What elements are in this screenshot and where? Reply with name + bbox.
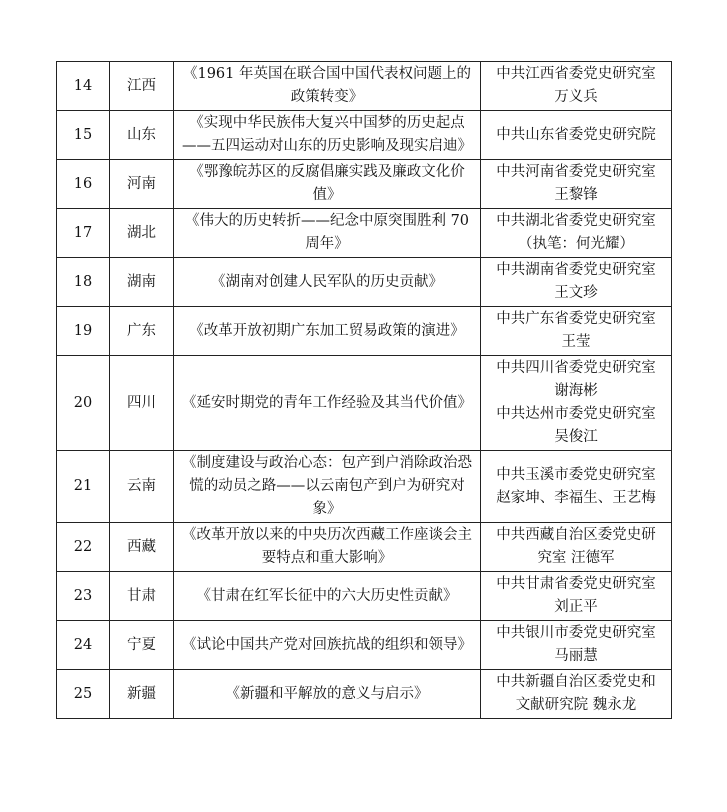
paper-title-cell: 《延安时期党的青年工作经验及其当代价值》 xyxy=(174,356,481,451)
author-line: 中共山东省委党史研究院 xyxy=(496,126,656,143)
paper-title-cell: 《制度建设与政治心态：包产到户消除政治恐慌的动员之路——以云南包产到户为研究对象》 xyxy=(174,451,481,523)
table-row xyxy=(57,451,672,523)
paper-title-cell: 《1961 年英国在联合国中国代表权问题上的政策转变》 xyxy=(174,62,481,111)
row-number: 25 xyxy=(57,670,110,719)
author-cell xyxy=(481,111,672,160)
table-row xyxy=(57,621,672,670)
paper-title-cell: 《试论中国共产党对回族抗战的组织和领导》 xyxy=(174,621,481,670)
province-cell: 宁夏 xyxy=(110,621,174,670)
row-number: 23 xyxy=(57,572,110,621)
paper-title-cell: 《改革开放以来的中央历次西藏工作座谈会主要特点和重大影响》 xyxy=(174,523,481,572)
table-row xyxy=(57,209,672,258)
author-cell xyxy=(481,572,672,621)
province-cell: 山东 xyxy=(110,111,174,160)
paper-title-cell: 《伟大的历史转折——纪念中原突围胜利 70 周年》 xyxy=(174,209,481,258)
author-line: 中共新疆自治区委党史和文献研究院 魏永龙 xyxy=(496,674,656,713)
province-cell: 云南 xyxy=(110,451,174,523)
author-cell xyxy=(481,160,672,209)
paper-title-cell: 《改革开放初期广东加工贸易政策的演进》 xyxy=(174,307,481,356)
author-cell xyxy=(481,670,672,719)
author-line: 中共玉溪市委党史研究室 赵家坤、李福生、王艺梅 xyxy=(496,466,656,506)
province-cell: 甘肃 xyxy=(110,572,174,621)
author-cell xyxy=(481,307,672,356)
author-line: 中共广东省委党史研究室 王莹 xyxy=(496,311,656,350)
table-row xyxy=(57,670,672,719)
author-cell xyxy=(481,62,672,111)
table-body xyxy=(57,62,672,719)
province-cell: 湖北 xyxy=(110,209,174,258)
row-number: 15 xyxy=(57,111,110,160)
table-row xyxy=(57,160,672,209)
author-line: 中共甘肃省委党史研究室 刘正平 xyxy=(496,576,656,615)
table-row xyxy=(57,258,672,307)
author-line: 中共河南省委党史研究室 王黎锋 xyxy=(496,164,656,203)
table-row xyxy=(57,62,672,111)
table-row xyxy=(57,572,672,621)
table-row xyxy=(57,111,672,160)
author-cell xyxy=(481,621,672,670)
author-line: 中共银川市委党史研究室 马丽慧 xyxy=(496,625,656,664)
author-cell xyxy=(481,258,672,307)
author-line: 中共湖南省委党史研究室 王文珍 xyxy=(496,262,656,301)
author-line: 中共达州市委党史研究室 吴俊江 xyxy=(496,406,656,445)
paper-title-cell: 《湖南对创建人民军队的历史贡献》 xyxy=(174,258,481,307)
province-cell: 广东 xyxy=(110,307,174,356)
paper-title-cell: 《实现中华民族伟大复兴中国梦的历史起点——五四运动对山东的历史影响及现实启迪》 xyxy=(174,111,481,160)
author-cell xyxy=(481,451,672,523)
row-number: 21 xyxy=(57,451,110,523)
paper-title-cell: 《新疆和平解放的意义与启示》 xyxy=(174,670,481,719)
province-cell: 河南 xyxy=(110,160,174,209)
row-number: 19 xyxy=(57,307,110,356)
row-number: 14 xyxy=(57,62,110,111)
table-row xyxy=(57,356,672,451)
author-cell xyxy=(481,356,672,451)
paper-title-cell: 《鄂豫皖苏区的反腐倡廉实践及廉政文化价值》 xyxy=(174,160,481,209)
province-cell: 湖南 xyxy=(110,258,174,307)
author-line: 中共江西省委党史研究室 万义兵 xyxy=(496,66,656,105)
row-number: 17 xyxy=(57,209,110,258)
row-number: 16 xyxy=(57,160,110,209)
author-line: 中共四川省委党史研究室 谢海彬 xyxy=(496,360,656,399)
row-number: 20 xyxy=(57,356,110,451)
province-cell: 新疆 xyxy=(110,670,174,719)
row-number: 24 xyxy=(57,621,110,670)
author-cell xyxy=(481,209,672,258)
table-row xyxy=(57,307,672,356)
row-number: 18 xyxy=(57,258,110,307)
author-cell xyxy=(481,523,672,572)
award-table xyxy=(56,61,672,719)
province-cell: 四川 xyxy=(110,356,174,451)
author-line: 中共湖北省委党史研究室（执笔：何光耀） xyxy=(496,213,656,252)
province-cell: 西藏 xyxy=(110,523,174,572)
row-number: 22 xyxy=(57,523,110,572)
province-cell: 江西 xyxy=(110,62,174,111)
paper-title-cell: 《甘肃在红军长征中的六大历史性贡献》 xyxy=(174,572,481,621)
table-row xyxy=(57,523,672,572)
author-line: 中共西藏自治区委党史研究室 汪德军 xyxy=(496,527,656,566)
